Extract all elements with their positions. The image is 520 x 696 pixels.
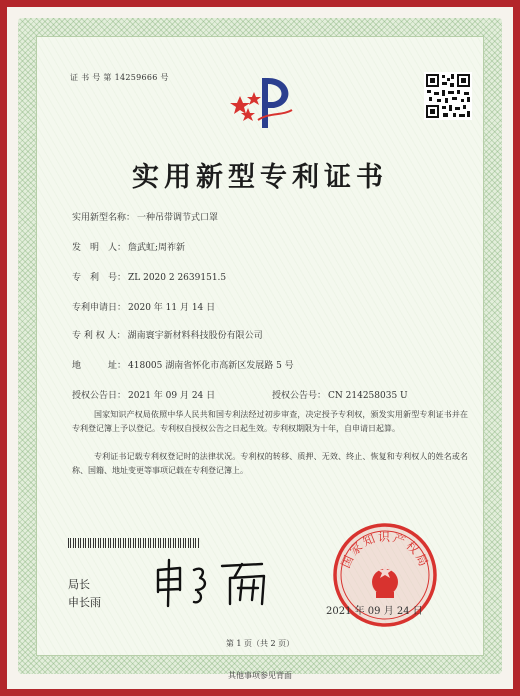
signatory-name: 申长雨: [68, 596, 101, 609]
field-value: 2020 年 11 月 14 日: [128, 303, 216, 313]
legal-status-paragraph: 专利证书记载专利权登记时的法律状况。专利权的转移、质押、无效、终止、恢复和专利权人的姓名或名称、国籍、地址变更等事项记载在专利登记簿上。: [72, 452, 468, 475]
field-value: CN 214258035 U: [328, 391, 408, 401]
barcode-icon: [68, 538, 200, 548]
field-label: 专利申请日：: [72, 303, 127, 313]
page-indicator: 第 1 页（共 2 页）: [225, 639, 295, 648]
field-value: 418005 湖南省怀化市高新区发展路 5 号: [128, 361, 294, 371]
certificate-number: 证 书 号 第 14259666 号: [70, 73, 169, 82]
patent-office-logo-icon: [230, 70, 300, 134]
field-row-inventor: [72, 240, 185, 253]
seal-date: 2021 年 09 月 24 日: [326, 606, 423, 617]
grant-statement-paragraph: 国家知识产权局依照中华人民共和国专利法经过初步审查，决定授予专利权，颁发实用新型专利证书并在专利登记簿上予以登记。专利权自授权公告之日起生效。专利权期限为十年，自申请日起算。: [72, 410, 468, 433]
field-label: 发 明 人：: [72, 243, 127, 253]
field-label: 授权公告号：: [272, 391, 327, 401]
field-row-patentee: [72, 328, 263, 341]
field-value: 一种吊带调节式口罩: [137, 213, 219, 223]
certificate-title: 实用新型专利证书: [132, 162, 388, 193]
field-label: 授权公告日：: [72, 391, 127, 401]
handwritten-signature: [150, 556, 280, 610]
field-label: 专 利 权 人：: [72, 331, 126, 341]
field-row-announcement-number: [272, 388, 408, 401]
field-value: 湖南寰宇新材料科技股份有限公司: [127, 331, 263, 341]
field-value: ZL 2020 2 2639151.5: [128, 273, 227, 283]
footer-note: 其他事项参见背面: [228, 671, 292, 680]
field-value: 2021 年 09 月 24 日: [128, 391, 216, 401]
field-row-patent-number: [72, 270, 226, 283]
field-row-application-date: [72, 300, 215, 313]
field-label: 实用新型名称：: [72, 213, 136, 223]
field-label: 专 利 号：: [72, 273, 127, 283]
qr-code-icon: [424, 72, 472, 120]
field-label: 地 址：: [72, 361, 127, 371]
signatory-title: 局长: [68, 578, 90, 591]
seal-text: 国家知识产权局: [338, 530, 432, 571]
field-value: 詹武虹;周祚新: [128, 243, 186, 253]
field-row-address: [72, 358, 294, 371]
field-row-utility-model-name: [72, 210, 218, 223]
field-row-announcement-date: [72, 388, 215, 401]
